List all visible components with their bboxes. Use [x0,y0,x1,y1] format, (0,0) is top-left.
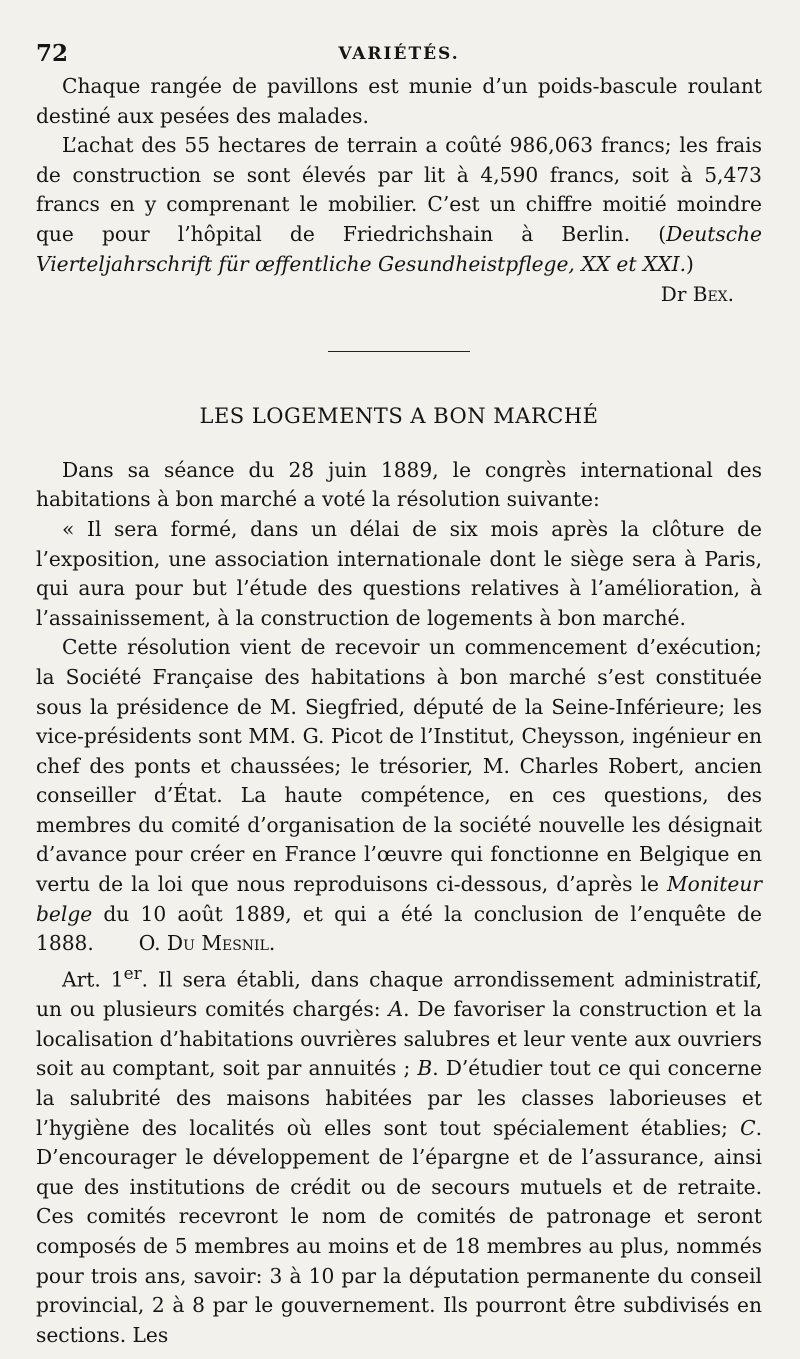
paragraph [36,959,762,1350]
page-header [36,36,762,72]
author-signature: O. Du Mesnil. [138,931,276,956]
source-citation: Moniteur belge [36,872,762,926]
paragraph-text: Cette résolution vient de recevoir un commencement d’exécution; la Société Française des habitations à bon marché s’est constituée sous la présidence de M. Siegfried, député de la Seine-Inférieure; les vice-présidents sont MM. G. Picot de l’Institut, Cheysson, ingénieur en chef des ponts et chaussées; le trésorier, M. Charles Robert, ancien conseiller d’État. La haute compétence, en ces questions, des membres du comité d’organisation de la société nouvelle les désignait d’avance pour créer en France l’œuvre qui fonctionne en Belgique en vertu de la loi que nous reproduisons ci-dessous, d’après le [36,635,762,897]
paragraph-text: . D’encourager le développement de l’épargne et de l’assurance, ainsi que des institutions de crédit ou de secours mutuels et de retraite. Ces comités recevront le nom de comités de patronage et seront composés de 5 membres au moins et de 18 membres au plus, nommés pour trois ans, savoir: 3 à 10 par la députation permanente du conseil provincial, 2 à 8 par le gouvernement. Ils pourront être subdivisés en sections. Les [36,1115,762,1347]
paragraph-text: ) [686,251,694,276]
paragraph-text: L’achat des 55 hectares de terrain a coûté 986,063 francs; les frais de construction se sont élevés par lit à 4,590 francs, soit à 5,473 francs en y comprenant le mobilier. C’est un chiffre moitié moindre que pour l’hôpital de Friedrichshain à Berlin. ( [36,133,762,246]
paragraph: « Il sera formé, dans un délai de six mois après la clôture de l’exposition, une association internationale dont le siège sera à Paris, qui aura pour but l’étude des questions relatives à l’amélioration, à l’assainissement, à la construction de logements à bon marché. [36,516,762,630]
paragraph: Chaque rangée de pavillons est munie d’un poids-bascule roulant destiné aux pesées des malades. [36,74,762,128]
paragraph [36,131,762,279]
author-signature [36,279,762,309]
paragraph: Dans sa séance du 28 juin 1889, le congrès international des habitations à bon marché a voté la résolution suivante: [36,457,762,512]
running-head: VARIÉTÉS. [338,44,460,64]
clause-letter: C [740,1115,756,1140]
paragraph-text: . Il sera établi, dans chaque arrondissement administratif, un ou plusieurs comités chargés: [36,967,762,1022]
clause-letter: B [417,1056,433,1081]
section-divider [328,351,470,352]
signature-name: Bex. [692,282,734,307]
signature-prefix: Dr [660,282,687,307]
article-number-superscript: er [123,962,142,983]
paragraph-text: du 10 août 1889, et qui a été la conclusion de l’enquête de 1888. [36,901,762,956]
paragraph-text: . De favoriser la construction et la localisation d’habitations ouvrières salubres et leur vente aux ouvriers soit au comptant, soit par annuités ; [36,997,763,1081]
article-number: Art. 1 [62,967,124,992]
section-title: LES LOGEMENTS A BON MARCHÉ [199,404,599,429]
clause-letter: A [388,997,404,1022]
paragraph [36,633,762,959]
page-number: 72 [36,40,69,67]
paragraph-text: . D’étudier tout ce qui concerne la salubrité des maisons habitées par les classes laborieuses et l’hygiène des localités où elles sont tout spécialement établies; [36,1056,762,1140]
article-body [36,72,762,1350]
source-citation: Deutsche Vierteljahrschrift für œffentliche Gesundheistpflege, XX et XXI. [36,221,762,276]
